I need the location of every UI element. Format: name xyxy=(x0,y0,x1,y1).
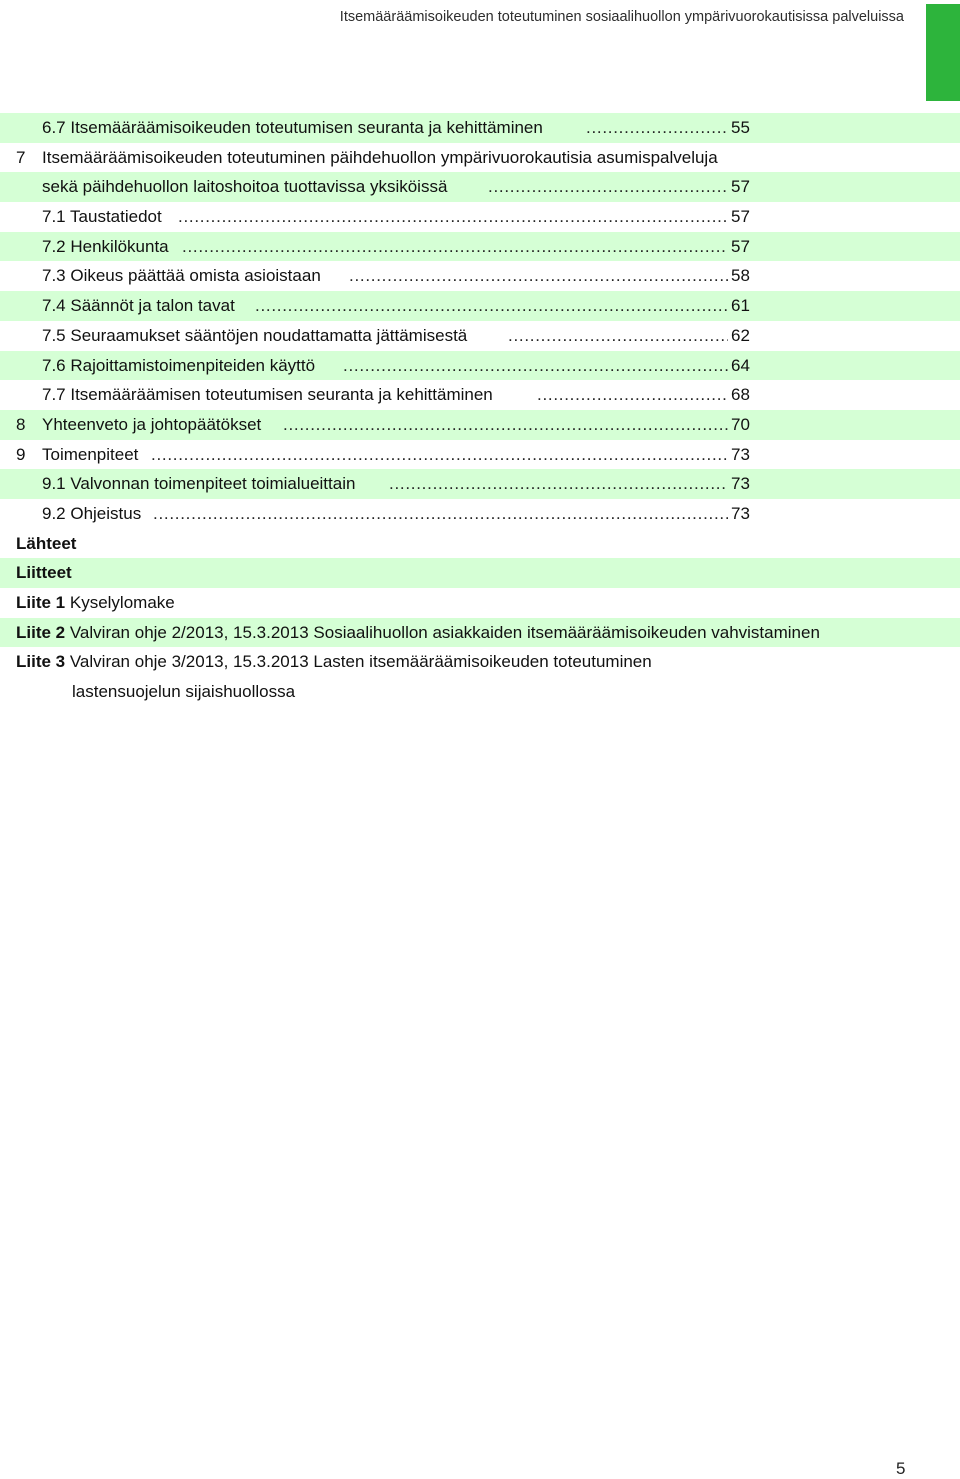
toc-entry-page: 64 xyxy=(731,355,750,375)
toc-entry-title: lastensuojelun sijaishuollossa xyxy=(72,682,296,702)
running-header: Itsemääräämisoikeuden toteutuminen sosiaalihuollon ympärivuorokautisissa palveluissa xyxy=(339,9,904,25)
toc-entry-title: 7.2 Henkilökunta xyxy=(42,236,169,256)
dot-leader xyxy=(255,291,728,321)
toc-entry-title xyxy=(16,647,652,677)
dot-leader xyxy=(389,469,728,499)
appendix-text: Valviran ohje 3/2013, 15.3.2013 Lasten itsemääräämisoikeuden toteutuminen xyxy=(69,652,652,672)
appendix-label: Liite 2 xyxy=(16,622,66,642)
toc-entry-7-3[interactable] xyxy=(0,261,960,291)
toc-entry-title: Lähteet xyxy=(16,533,77,553)
toc-entry-liite-2[interactable] xyxy=(0,618,960,648)
dot-leader xyxy=(488,172,728,202)
toc-entry-page: 70 xyxy=(731,414,750,434)
toc-entry-page: 57 xyxy=(731,177,750,197)
table-of-contents xyxy=(0,113,960,707)
toc-entry-title: sekä päihdehuollon laitoshoitoa tuottavissa yksiköissä xyxy=(42,177,448,197)
toc-entry-7-1[interactable] xyxy=(0,202,960,232)
dot-leader xyxy=(151,440,728,470)
toc-entry-title: 9.2 Ohjeistus xyxy=(42,503,142,523)
toc-entry-number: 7 xyxy=(16,147,26,167)
appendix-label: Liite 1 xyxy=(16,593,66,612)
toc-entry-7-4[interactable] xyxy=(0,291,960,321)
toc-entry-liite-3[interactable] xyxy=(0,647,960,677)
toc-entry-page: 73 xyxy=(731,474,750,494)
page-number: 5 xyxy=(896,1459,906,1478)
toc-entry-page: 55 xyxy=(731,118,750,137)
appendix-label: Liite 3 xyxy=(16,652,66,672)
dot-leader xyxy=(178,202,728,232)
toc-entry-7-5[interactable] xyxy=(0,321,960,351)
toc-entry-title: 6.7 Itsemääräämisoikeuden toteutumisen seuranta ja kehittäminen xyxy=(42,118,543,137)
green-tab-marker xyxy=(926,4,960,101)
toc-entry-6-7[interactable] xyxy=(0,113,960,143)
toc-entry-9-1[interactable] xyxy=(0,469,960,499)
dot-leader xyxy=(508,321,728,351)
toc-entry-title: Itsemääräämisoikeuden toteutuminen päihdehuollon ympärivuorokautisia asumispalveluja xyxy=(42,147,718,167)
toc-entry-7-6[interactable] xyxy=(0,351,960,381)
toc-entry-7[interactable] xyxy=(0,143,960,173)
toc-entry-page: 68 xyxy=(731,385,750,405)
toc-entry-number: 8 xyxy=(16,414,26,434)
toc-entry-title: 7.1 Taustatiedot xyxy=(42,207,162,227)
dot-leader xyxy=(182,232,728,262)
toc-entry-liite-1[interactable] xyxy=(0,588,960,618)
toc-entry-lahteet[interactable] xyxy=(0,529,960,559)
toc-entry-title: 9.1 Valvonnan toimenpiteet toimialueittain xyxy=(42,474,356,494)
toc-entry-page: 73 xyxy=(731,503,750,523)
toc-entry-title: 7.7 Itsemääräämisen toteutumisen seuranta ja kehittäminen xyxy=(42,385,493,405)
dot-leader xyxy=(343,351,728,381)
toc-entry-title: 7.5 Seuraamukset sääntöjen noudattamatta jättämisestä xyxy=(42,325,468,345)
toc-entry-7-7[interactable] xyxy=(0,380,960,410)
toc-entry-page: 57 xyxy=(731,207,750,227)
toc-entry-page: 57 xyxy=(731,236,750,256)
toc-entry-liite-3-cont[interactable] xyxy=(0,677,960,707)
dot-leader xyxy=(153,499,728,529)
toc-entry-number: 9 xyxy=(16,444,26,464)
toc-entry-title xyxy=(16,618,820,648)
appendix-text: Kyselylomake xyxy=(69,593,175,612)
toc-entry-title: 7.3 Oikeus päättää omista asioistaan xyxy=(42,266,321,286)
toc-entry-title: Yhteenveto ja johtopäätökset xyxy=(42,414,262,434)
toc-entry-page: 62 xyxy=(731,325,750,345)
toc-entry-liitteet[interactable] xyxy=(0,558,960,588)
toc-entry-page: 58 xyxy=(731,266,750,286)
toc-entry-title: 7.6 Rajoittamistoimenpiteiden käyttö xyxy=(42,355,316,375)
appendix-text: Valviran ohje 2/2013, 15.3.2013 Sosiaalihuollon asiakkaiden itsemääräämisoikeuden vahvistaminen xyxy=(69,622,820,642)
toc-entry-title xyxy=(16,588,175,618)
toc-entry-title: 7.4 Säännöt ja talon tavat xyxy=(42,296,235,316)
toc-entry-7-cont[interactable] xyxy=(0,172,960,202)
toc-entry-9-2[interactable] xyxy=(0,499,960,529)
toc-entry-title: Liitteet xyxy=(16,563,72,583)
dot-leader xyxy=(283,410,728,440)
toc-entry-8[interactable] xyxy=(0,410,960,440)
toc-entry-page: 61 xyxy=(731,296,750,316)
dot-leader xyxy=(349,261,728,291)
toc-entry-title: Toimenpiteet xyxy=(42,444,139,464)
toc-entry-7-2[interactable] xyxy=(0,232,960,262)
toc-entry-9[interactable] xyxy=(0,440,960,470)
dot-leader xyxy=(586,113,728,143)
dot-leader xyxy=(537,380,728,410)
toc-entry-page: 73 xyxy=(731,444,750,464)
